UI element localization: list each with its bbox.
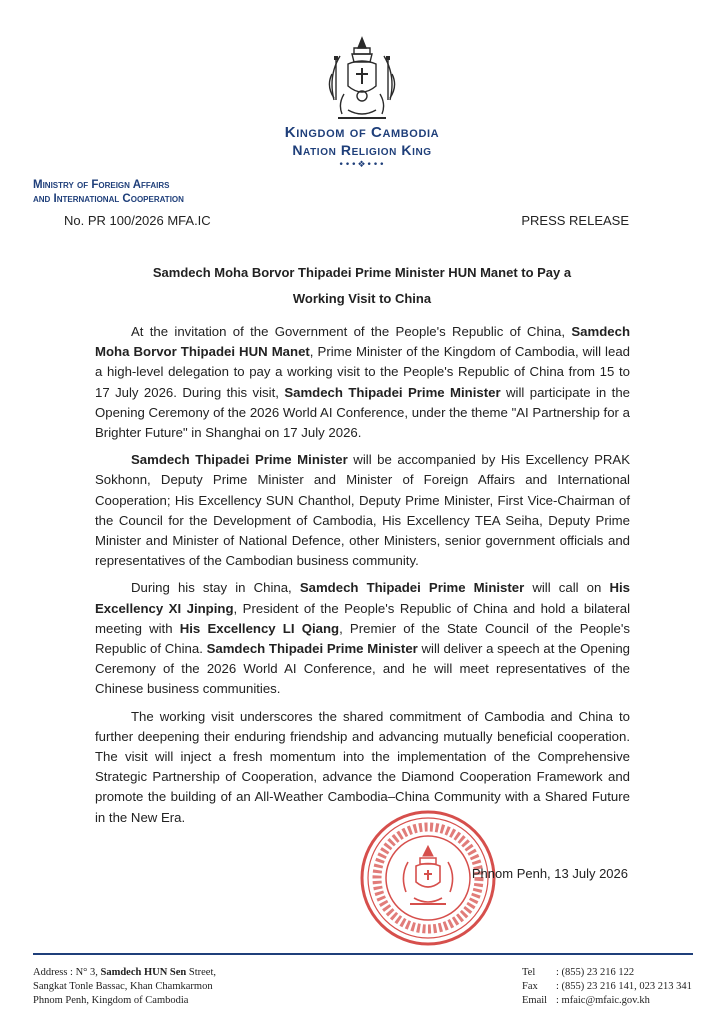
p1-bold-1: Samdech Moha Borvor Thipadei HUN Manet — [95, 324, 630, 360]
p2-text-1: will be accompanied by His Excellency PRAK Sokhonn, Deputy Prime Minister and Minister of Foreign Affairs and International Cooperation; His Excellency SUN Chanthol, Deputy Prime Minister, First Vice-Chairman of the Council for the Development of Cambodia, His Excellency TEA Seiha, Deputy Prime Minister and Minister of National Defence, other Ministers, senior government officials and representatives of the Cambodian business community. — [95, 452, 630, 569]
p1-text-3: will participate in the Opening Ceremony of the 2026 World AI Conference, under the theme "AI Partnership for a Brighter Future" in Shanghai on 17 July 2026. — [95, 384, 630, 441]
p1-bold-2: Samdech Thipadei Prime Minister — [284, 384, 501, 400]
p3-text-2: will call on — [524, 580, 610, 596]
p3-text-4: , Premier of the State Council of the People's Republic of China. — [95, 620, 630, 657]
ministry-name — [33, 178, 184, 206]
press-release-body — [95, 322, 630, 835]
address-line-2: Sangkat Tonle Bassac, Khan Chamkarmon — [33, 981, 213, 992]
document-type: PRESS RELEASE — [521, 213, 629, 228]
email-value[interactable]: : mfaic@mfaic.gov.kh — [556, 995, 650, 1006]
title-line-1: Samdech Moha Borvor Thipadei Prime Minister HUN Manet to Pay a — [152, 265, 572, 280]
tel-label: Tel — [522, 967, 536, 978]
email-label: Email — [522, 995, 548, 1006]
p3-bold-4: Samdech Thipadei Prime Minister — [206, 641, 418, 657]
footer-divider — [33, 953, 693, 955]
royal-coat-of-arms-icon — [318, 34, 406, 126]
p3-bold-1: Samdech Thipadei Prime Minister — [299, 580, 525, 596]
address-line-3: Phnom Penh, Kingdom of Cambodia — [33, 995, 189, 1006]
paragraph-1 — [95, 322, 630, 443]
press-release-title — [60, 260, 664, 312]
fax-label: Fax — [522, 981, 538, 992]
p3-text-5: will deliver a speech at the Opening Ceremony of the 2026 World AI Conference, and he will meet representatives of the Chinese business communities. — [95, 641, 630, 697]
title-line-2: Working Visit to China — [292, 291, 432, 306]
ministry-line-1: Ministry of Foreign Affairs — [33, 179, 170, 191]
contact-email — [522, 994, 692, 1008]
p2-bold-1: Samdech Thipadei Prime Minister — [131, 452, 348, 468]
tel-value: : (855) 23 216 122 — [556, 967, 635, 978]
kingdom-title: Kingdom of Cambodia — [284, 124, 440, 141]
ministry-line-2: and International Cooperation — [33, 193, 184, 205]
p1-text-2: , Prime Minister of the Kingdom of Cambodia, will lead a high-level delegation to pay a working visit to the People's Republic of China from 15 to 17 July 2026. During this visit, — [95, 344, 630, 400]
contact-fax — [522, 980, 692, 994]
fax-value: : (855) 23 216 141, 023 213 341 — [556, 981, 692, 992]
paragraph-2 — [95, 450, 630, 571]
national-motto: Nation Religion King — [292, 142, 432, 158]
p3-text-3: , President of the People's Republic of China and hold a bilateral meeting with — [95, 600, 631, 636]
p3-text-1: During his stay in China, — [131, 580, 300, 596]
address-street-suffix: Street, — [186, 967, 217, 978]
dateline: Phnom Penh, 13 July 2026 — [471, 866, 628, 881]
motto-ornament: •••❖••• — [338, 160, 386, 170]
p3-bold-2: His Excellency XI Jinping — [95, 580, 630, 616]
address-street-name: Samdech HUN Sen — [100, 967, 187, 978]
p3-bold-3: His Excellency LI Qiang — [179, 620, 340, 636]
address-label: Address : N° 3, — [33, 967, 101, 978]
footer-address — [33, 966, 216, 1008]
paragraph-3 — [95, 578, 630, 699]
footer-contacts — [522, 966, 692, 1008]
reference-number: No. PR 100/2026 MFA.IC — [64, 213, 211, 228]
address-line-1 — [33, 966, 216, 980]
p4-text-1: The working visit underscores the shared commitment of Cambodia and China to further deepening their enduring friendship and advancing mutually beneficial cooperation. The visit will inject a fresh momentum into the implementation of the Comprehensive Strategic Partnership of Cooperation, advance the Diamond Cooperation Framework and promote the building of an All-Weather Cambodia–China Community with a Shared Future in the New Era. — [95, 708, 630, 825]
contact-tel — [522, 966, 692, 980]
p1-text-1: At the invitation of the Government of the People's Republic of China, — [131, 324, 572, 339]
